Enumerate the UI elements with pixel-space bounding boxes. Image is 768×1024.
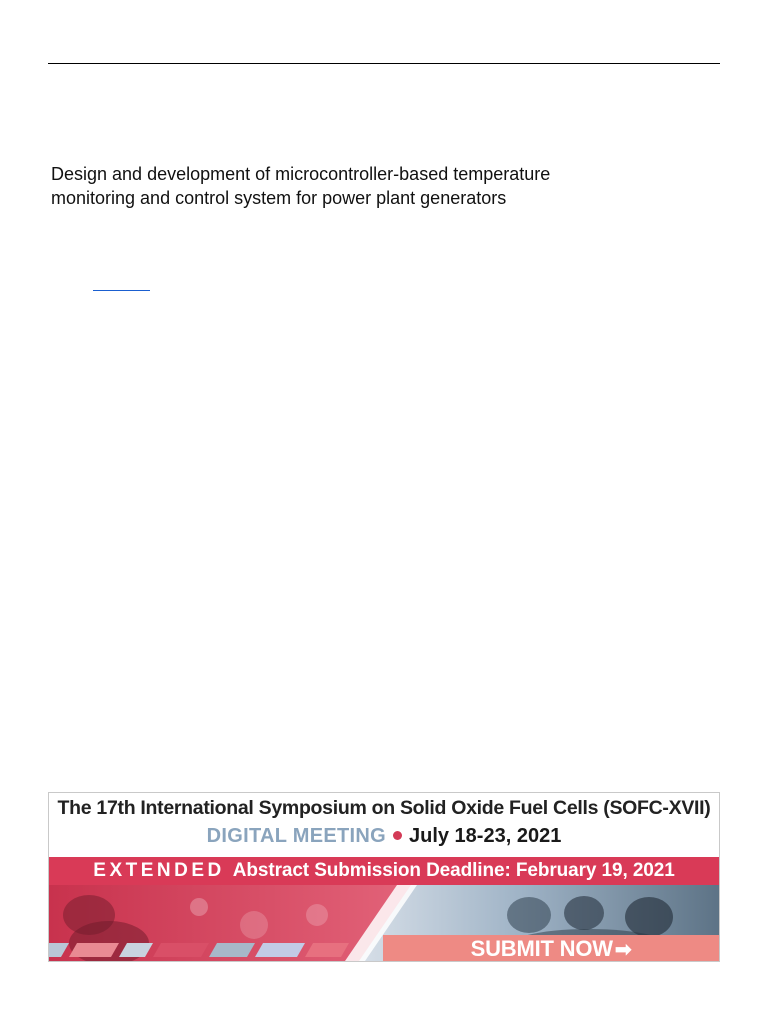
- header-rule: [48, 63, 720, 64]
- meeting-dates: July 18-23, 2021: [408, 825, 562, 847]
- deadline-bar: [49, 857, 719, 885]
- banner-subheadline: [49, 825, 719, 848]
- meeting-format: DIGITAL MEETING: [206, 825, 386, 847]
- banner-headline: The 17th International Symposium on Solid Oxide Fuel Cells (SOFC-XVII): [57, 797, 711, 819]
- separator-dot-icon: [393, 831, 402, 840]
- arrow-right-icon: ➡: [614, 939, 632, 961]
- link-underline[interactable]: [93, 290, 150, 291]
- deadline-prefix: EXTENDED: [93, 860, 225, 881]
- article-title-line-2: monitoring and control system for power plant generators: [51, 188, 507, 208]
- deadline-text: Abstract Submission Deadline: February 19, 2021: [232, 860, 675, 881]
- submit-now-button[interactable]: [383, 935, 719, 961]
- article-title-line-1: Design and development of microcontroller-based temperature: [51, 164, 551, 184]
- article-title: [51, 162, 691, 210]
- submit-now-label[interactable]: SUBMIT NOW ➡: [470, 936, 632, 961]
- conference-ad-banner[interactable]: [48, 792, 720, 962]
